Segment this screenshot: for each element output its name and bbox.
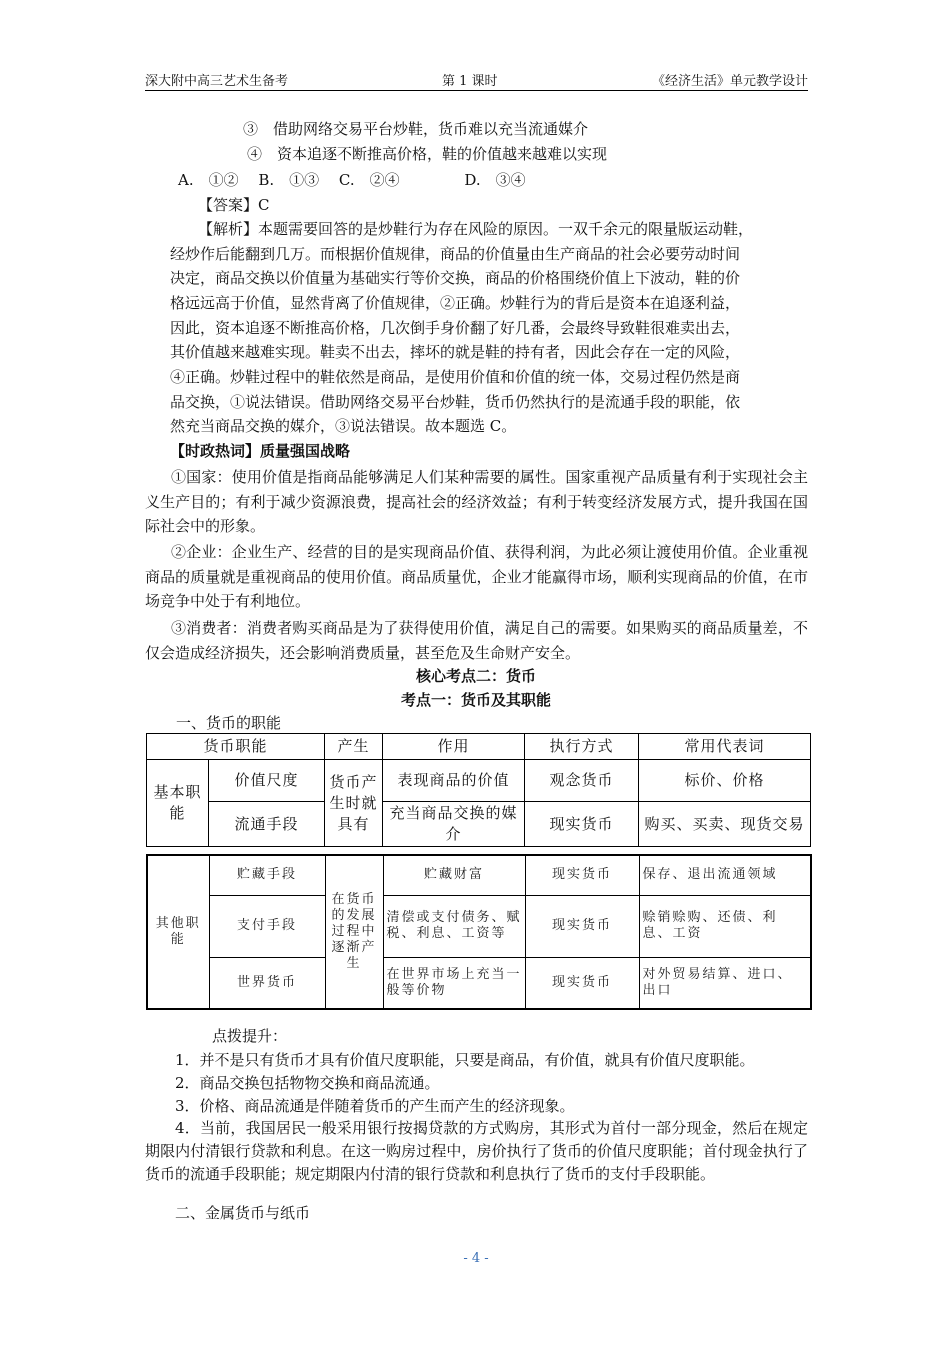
- table-row: [147, 957, 811, 1009]
- hotword-paragraph-nation: ①国家：使用价值是指商品能够满足人们某种需要的属性。国家重视产品质量有利于实现社会主义生产目的；有利于减少资源浪费，提高社会的经济效益；有利于转变经济发展方式，提升我国在国际社会中的形象。: [145, 468, 808, 535]
- cell-mode: 现实货币: [525, 855, 639, 895]
- analysis-line: 经炒作后能翻到几万。而根据价值规律，商品的价值量由生产商品的社会必要劳动时间: [170, 245, 741, 263]
- cell-function: 流通手段: [209, 802, 325, 847]
- header-right: 《经济生活》单元教学设计: [651, 74, 808, 89]
- tip-item: 1．并不是只有货币才具有价值尺度职能，只要是商品，有价值，就具有价值尺度职能。: [175, 1051, 755, 1069]
- header-origin: 产生: [325, 734, 383, 760]
- cell-function: 支付手段: [209, 895, 325, 957]
- cell-function: 价值尺度: [209, 760, 325, 802]
- header-mode: 执行方式: [525, 734, 639, 760]
- cell-mode: 现实货币: [525, 802, 639, 847]
- header-center: 第 1 课时: [442, 74, 498, 89]
- option-4: ④ 资本追逐不断推高价格，鞋的价值越来越难以实现: [247, 145, 608, 163]
- cell-function: 贮藏手段: [209, 855, 325, 895]
- header-effect: 作用: [383, 734, 525, 760]
- analysis-line: 格远远高于价值，显然背离了价值规律，②正确。炒鞋行为的背后是资本在追逐利益，: [170, 294, 741, 312]
- analysis-line: 因此，资本追逐不断推高价格，几次倒手身价翻了好几番，会最终导致鞋很难卖出去，: [170, 319, 741, 337]
- cell-origin: 货币产生时就具有: [325, 760, 383, 847]
- tip-item: 4．当前，我国居民一般采用银行按揭贷款的方式购房，其形式为首付一部分现金，然后在规定期限内付清银行贷款和利息。在这一购房过程中，房价执行了货币的价值尺度职能；首付现金执行了货币的流通手段职能；规定期限内付清的银行贷款和利息执行了货币的支付手段职能。: [145, 1119, 808, 1183]
- answer-choices: A. ①② B. ①③ C. ②④ D. ③④: [178, 171, 526, 189]
- tips-title: 点拨提升：: [212, 1027, 288, 1045]
- table-row: [147, 855, 811, 895]
- group-basic: 基本职能: [147, 760, 209, 847]
- cell-mode: 现实货币: [525, 957, 639, 1009]
- hotword-paragraph-consumer: ③消费者：消费者购买商品是为了获得使用价值，满足自己的需要。如果购买的商品质量差，不仅会造成经济损失，还会影响消费质量，甚至危及生命财产安全。: [145, 619, 808, 662]
- tip-item: 2．商品交换包括物物交换和商品流通。: [175, 1074, 440, 1092]
- cell-effect: 贮藏财富: [383, 855, 525, 895]
- hotword-paragraph-enterprise: ②企业：企业生产、经营的目的是实现商品价值、获得利润，为此必须让渡使用价值。企业重视商品的质量就是重视商品的使用价值。商品质量优，企业才能赢得市场，顺利实现商品的价值，在市场竞争中处于有利地位。: [145, 543, 808, 610]
- header-function: 货币职能: [147, 734, 325, 760]
- cell-mode: 观念货币: [525, 760, 639, 802]
- page-header: [145, 70, 808, 90]
- group-other: 其他职能: [147, 855, 209, 1009]
- cell-function: 世界货币: [209, 957, 325, 1009]
- cell-origin: 在货币的发展过程中逐渐产生: [325, 855, 383, 1009]
- header-rule: [145, 90, 808, 91]
- sub-point-title: 考点一：货币及其职能: [400, 691, 551, 709]
- cell-mode: 现实货币: [525, 895, 639, 957]
- table-row: [147, 802, 811, 847]
- section-heading-metal-paper: 二、金属货币与纸币: [175, 1204, 311, 1222]
- cell-words: 标价、价格: [639, 760, 811, 802]
- cell-words: 购买、买卖、现货交易: [639, 802, 811, 847]
- cell-words: 赊销赊购、还债、利息、工资: [639, 895, 811, 957]
- tip-item: 3．价格、商品流通是伴随着货币的产生而产生的经济现象。: [175, 1097, 575, 1115]
- analysis-line: 然充当商品交换的媒介，③说法错误。故本题选 C。: [170, 417, 517, 435]
- cell-effect: 充当商品交换的媒介: [383, 802, 525, 847]
- section-heading-functions: 一、货币的职能: [176, 714, 282, 732]
- analysis-line: 决定，商品交换以价值量为基础实行等价交换，商品的价格围绕价值上下波动，鞋的价: [170, 269, 741, 287]
- table-row: [147, 895, 811, 957]
- money-functions-other-table: [146, 854, 812, 1010]
- hotword-title: 【时政热词】质量强国战略: [170, 442, 351, 460]
- cell-words: 对外贸易结算、进口、出口: [639, 957, 811, 1009]
- header-left: 深大附中高三艺术生备考: [145, 74, 289, 89]
- page-number: - 4 -: [463, 1251, 489, 1266]
- cell-effect: 表现商品的价值: [383, 760, 525, 802]
- core-point-title: 核心考点二：货币: [415, 667, 536, 685]
- cell-effect: 清偿或支付债务、赋税、利息、工资等: [383, 895, 525, 957]
- analysis-line: 其价值越来越难实现。鞋卖不出去，摔坏的就是鞋的持有者，因此会存在一定的风险，: [170, 343, 741, 361]
- table-row: [147, 760, 811, 802]
- cell-effect: 在世界市场上充当一般等价物: [383, 957, 525, 1009]
- table-header-row: [147, 734, 811, 760]
- cell-words: 保存、退出流通领域: [639, 855, 811, 895]
- analysis-line: ④正确。炒鞋过程中的鞋依然是商品，是使用价值和价值的统一体，交易过程仍然是商: [170, 368, 741, 386]
- analysis-line: 【解析】本题需要回答的是炒鞋行为存在风险的原因。一双千余元的限量版运动鞋，: [198, 220, 754, 238]
- header-words: 常用代表词: [639, 734, 811, 760]
- money-functions-basic-table: [146, 733, 811, 847]
- analysis-line: 品交换，①说法错误。借助网络交易平台炒鞋，货币仍然执行的是流通手段的职能，依: [170, 393, 741, 411]
- answer-line: 【答案】C: [198, 196, 270, 214]
- option-3: ③ 借助网络交易平台炒鞋，货币难以充当流通媒介: [243, 120, 589, 138]
